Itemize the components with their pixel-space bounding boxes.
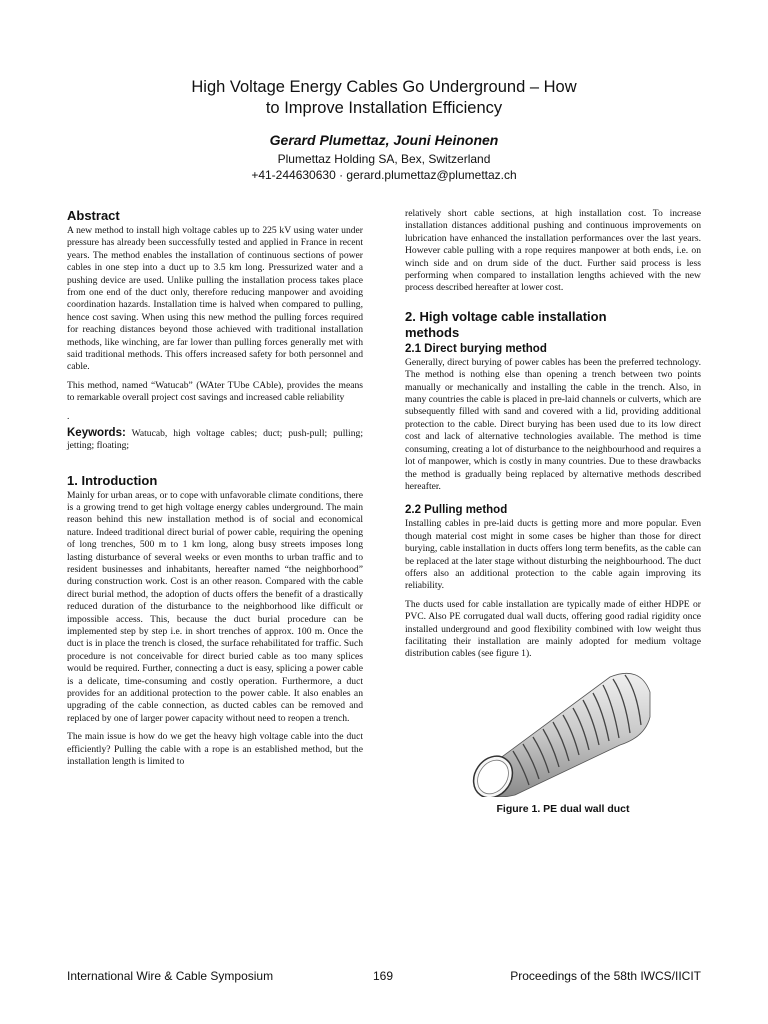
introduction-paragraph-1: Mainly for urban areas, or to cope with unfavorable climate conditions, there is a growing trend to get high voltage energy cables underground. The main reason behind this new installation method is of social and economical nature. Indeed traditional direct burial of power cable, requiring the opening of long trenches, 500 m to 1 km long, along busy streets imposes long lasting disturbance of several weeks or even months to urban traffic and to resident businesses and inhabitants, hereafter named “the neighborhood” during construction work. Cost is an other reason. Compared with the cable direct burial method, the adoption of ducts offers the benefit of a drastically reduced duration of the disturbance to the neighborhood like difficult or impossible access. This, because the duct burial procedure can be implemented step by step i.e. in short trenches of approx. 100 m. Once the duct is in place the trench is closed, the surface rehabilitated for traffic. Such procedure is not conceivable for direct buried cable as too many splices would be required. Further, connecting a duct is easy, splicing a power cable is a delicate, time-consuming and costly operation. Furthermore, a duct provides for an additional protection to the power cable. It also enables an upgrading of the cable connection, as ducted cables can be removed and replaced by one of larger power capacity without need to reopen a trench. (67, 489, 363, 724)
introduction-paragraph-2: The main issue is how do we get the heavy high voltage cable into the duct efficiently? Pulling the cable with a rope is an established method, but the installation length is limited to (67, 731, 363, 768)
affiliation: Plumettaz Holding SA, Bex, Switzerland (277, 152, 491, 166)
section-2-heading-line-2: methods (405, 324, 460, 340)
left-column (67, 208, 363, 774)
abstract-heading: Abstract (67, 208, 120, 223)
subsection-2-2-heading: 2.2 Pulling method (405, 504, 508, 517)
introduction-paragraph-3: relatively short cable sections, at high installation cost. To increase installation distances additional pushing and continuous improvements on lubrication have enhanced the installation performances over the last years. However cable pulling with a rope requires manpower at both ends, i.e. on winch side and on drum side of the duct. Further said process is less performing when compared to installation lengths achieved with the new process described hereafter at lower cost. (405, 208, 701, 294)
right-column (405, 208, 701, 815)
figure-1-caption: Figure 1. PE dual wall duct (496, 802, 630, 815)
contact-info: +41-244630630 · gerard.plumettaz@plumettaz.ch (251, 168, 517, 182)
section-2-heading (405, 309, 701, 341)
title-line-1: High Voltage Energy Cables Go Underground – How (191, 78, 577, 96)
subsection-2-2-paragraph-1: Installing cables in pre-laid ducts is getting more and more popular. Even though material cost might in some cases be higher than those for direct burying, cable installation in ducts offers long term benefits, as the cable can be replaced at the later stage without disturbing the neighbourhood. The duct offers also an additional protection to the cable again improving its reliability. (405, 518, 701, 592)
keywords-label: Keywords: (67, 426, 126, 439)
abstract-paragraph-1: A new method to install high voltage cables up to 225 kV using water under pressure has already been successfully tested and applied in France in recent years. The method enables the installation of continuous sections of power cables in one step into a duct up to 3.5 km long. Pressurized water and a pushing device are used. Unlike pulling the installation process takes place from one end of the duct only, therefore reducing manpower and avoiding coordination hazards. Installation time is halved when compared to pulling, hence cost saving. When using this new method the pulling forces required for reaching distances beyond those achieved with traditional installation methods, like winching, are far lower than pulling forces generally met with said traditional methods. This offers increased safety for both personnel and cable. (67, 225, 363, 373)
section-2-heading-line-1: 2. High voltage cable installation (405, 308, 607, 324)
subsection-2-2-paragraph-2: The ducts used for cable installation are typically made of either HDPE or PVC. Also PE corrugated dual wall ducts, offering good radial rigidity once installed underground and good flexibility combined with low weight thus facilitating their installation are mainly adopted for medium voltage distribution cables (see figure 1). (405, 598, 701, 660)
figure-1 (405, 667, 701, 797)
keywords-text: Watucab, high voltage cables; duct; push-pull; pulling; jetting; floating; (67, 427, 363, 452)
footer-left: International Wire & Cable Symposium (67, 969, 274, 983)
page-number: 169 (373, 969, 394, 983)
subsection-2-1-heading: 2.1 Direct burying method (405, 342, 547, 355)
keywords (67, 427, 363, 453)
subsection-2-1-paragraph: Generally, direct burying of power cables has been the preferred technology. The method is nothing else than opening a trench between two points manually or mechanically and installing the cable in the trench. Also, in many countries the cable is placed in pre-laid channels or culverts, which are subsequently filled with sand and covered with a lid, providing additional protection to the cable. Direct burying has been used due to its low direct cost and lack of alternative technologies available. The method is time consuming, creating a lot of disturbance to the neighbourhood and requires a lot of manpower, which is costly in many countries. Due to these drawbacks the method is gradually being replaced by alternative methods described hereafter. (405, 356, 701, 492)
corrugated-duct-icon (405, 667, 701, 797)
page-footer (67, 969, 701, 985)
introduction-heading: 1. Introduction (67, 472, 158, 488)
abstract-paragraph-2: This method, named “Watucab” (WAter TUbe CAble), provides the means to remarkable overall project cost savings and increased cable reliability (67, 379, 363, 404)
title-line-2: to Improve Installation Efficiency (265, 99, 503, 117)
footer-right: Proceedings of the 58th IWCS/IICIT (510, 969, 701, 983)
paper-title (90, 77, 678, 119)
authors: Gerard Plumettaz, Jouni Heinonen (269, 132, 499, 148)
stray-dot: . (67, 410, 70, 422)
